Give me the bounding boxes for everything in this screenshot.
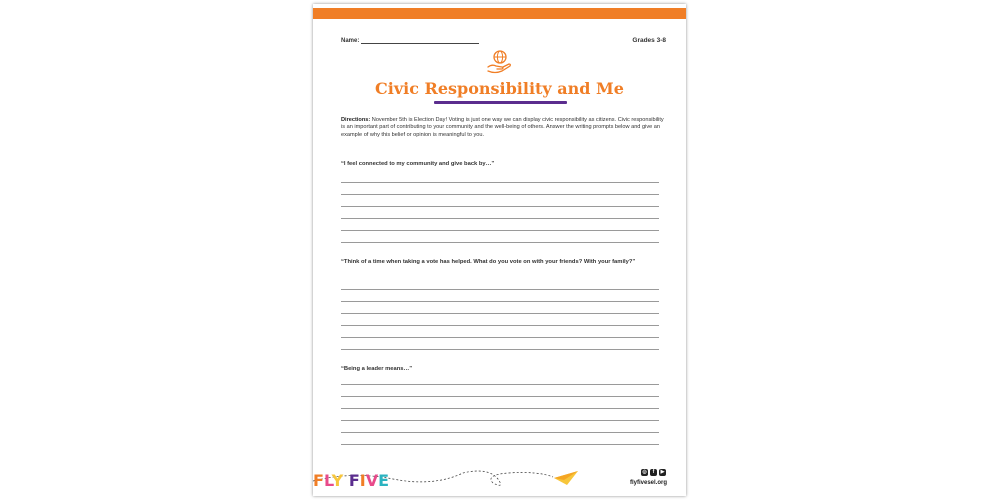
top-orange-bar xyxy=(313,8,686,19)
instagram-icon[interactable]: ◎ xyxy=(642,469,647,475)
writing-line[interactable] xyxy=(341,384,659,385)
grades-label: Grades 3-8 xyxy=(632,37,666,44)
title-underline xyxy=(434,101,567,104)
prompt-1: “I feel connected to my community and give back by…” xyxy=(341,161,495,167)
writing-line[interactable] xyxy=(341,420,659,421)
prompt-3: “Being a leader means…” xyxy=(341,366,413,372)
directions-body: November 5th is Election Day! Voting is just one way we can display civic responsibility as citizens. Civic responsibility is an important part of contributing to your community and the well-being of others. Answer the writing prompts below and give an example of why this belief or opinion is meaningful to you. xyxy=(341,117,664,138)
youtube-icon[interactable]: ▶ xyxy=(660,469,665,475)
directions-label: Directions: xyxy=(341,117,371,123)
writing-line[interactable] xyxy=(341,325,659,326)
page-title: Civic Responsibility and Me xyxy=(375,79,624,98)
writing-line[interactable] xyxy=(341,194,659,195)
directions-text xyxy=(341,117,665,139)
social-icons xyxy=(641,469,666,476)
hand-globe-icon xyxy=(485,49,513,75)
writing-line[interactable] xyxy=(341,396,659,397)
writing-line[interactable] xyxy=(341,301,659,302)
prompt-2: “Think of a time when taking a vote has helped. What do you vote on with your friends? With your family?” xyxy=(341,259,636,265)
writing-line[interactable] xyxy=(341,337,659,338)
writing-line[interactable] xyxy=(341,218,659,219)
writing-line[interactable] xyxy=(341,444,659,445)
writing-line[interactable] xyxy=(341,408,659,409)
brand-text: FLY FIVE xyxy=(313,471,390,490)
paper-plane-icon xyxy=(553,469,579,487)
writing-line[interactable] xyxy=(341,432,659,433)
writing-line[interactable] xyxy=(341,349,659,350)
worksheet-page xyxy=(313,4,686,496)
name-label: Name: xyxy=(341,38,360,44)
name-field xyxy=(341,38,479,44)
name-blank-line xyxy=(361,43,479,44)
website-link[interactable]: flyfivesel.org xyxy=(629,480,667,486)
fly-five-logo xyxy=(313,466,409,492)
writing-line[interactable] xyxy=(341,242,659,243)
writing-line[interactable] xyxy=(341,206,659,207)
writing-line[interactable] xyxy=(341,313,659,314)
facebook-icon[interactable]: f xyxy=(650,469,657,476)
writing-line[interactable] xyxy=(341,230,659,231)
writing-line[interactable] xyxy=(341,182,659,183)
writing-line[interactable] xyxy=(341,289,659,290)
